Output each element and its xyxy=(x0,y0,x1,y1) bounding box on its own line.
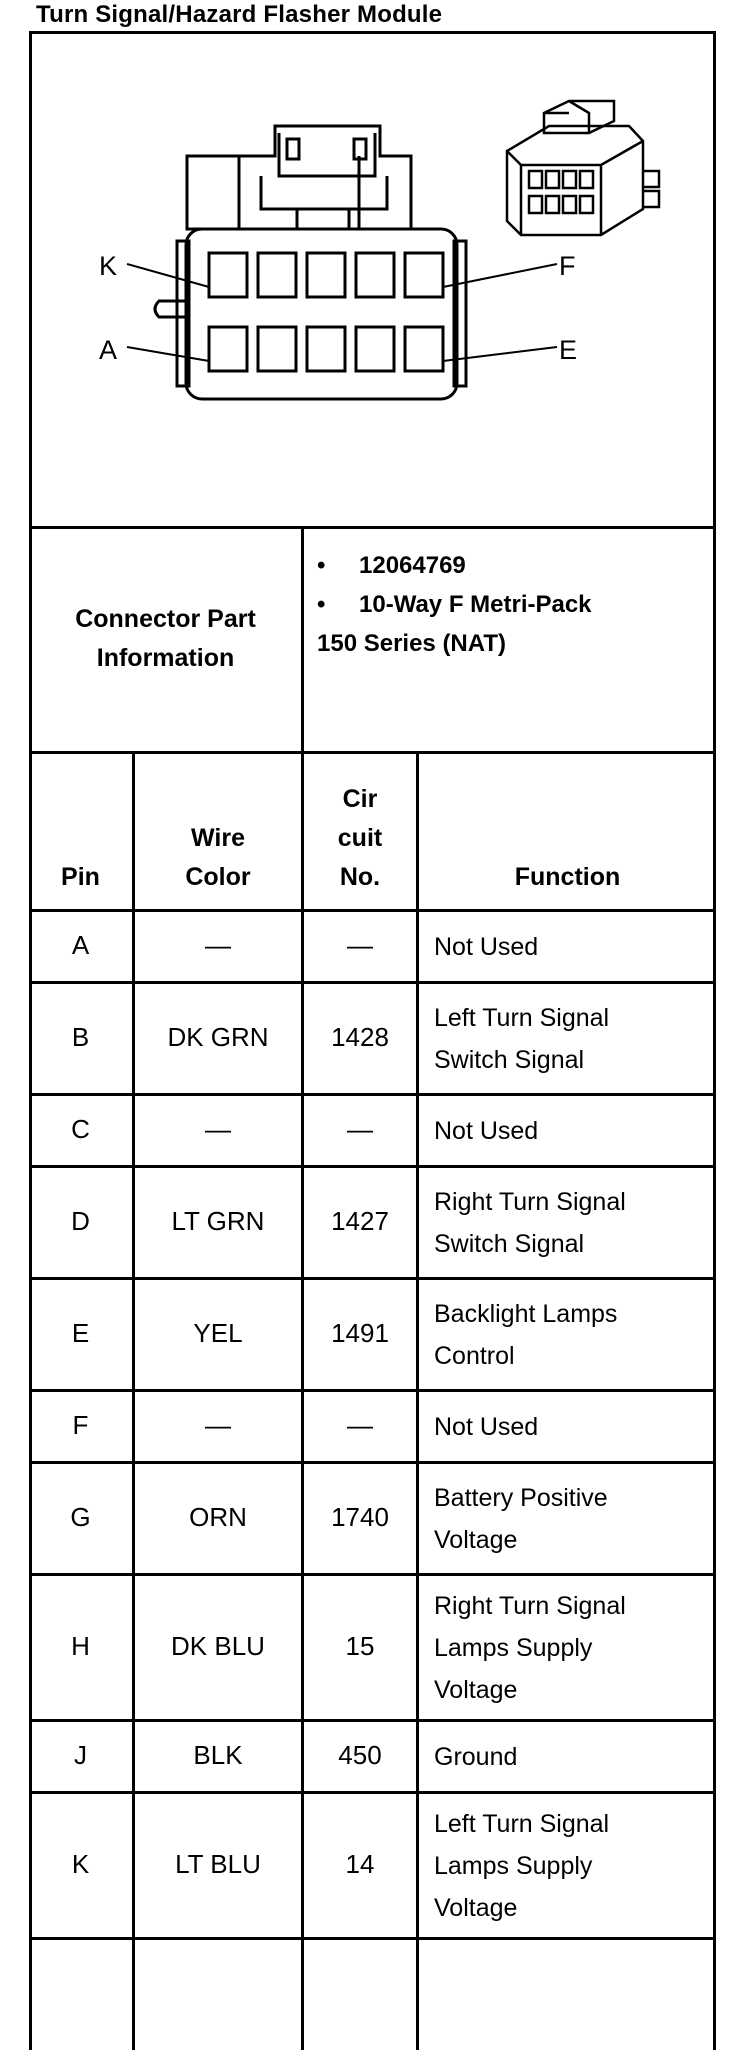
circuit-cell: — xyxy=(347,930,373,960)
function-cell xyxy=(434,1803,716,1929)
pin-cell: D xyxy=(71,1206,90,1236)
function-cell xyxy=(434,1110,716,1152)
connector-info-value xyxy=(317,546,707,663)
wire-color-cell: — xyxy=(205,1114,231,1144)
pin-label-k: K xyxy=(99,251,118,281)
part-number: 12064769 xyxy=(359,552,466,579)
function-cell xyxy=(434,1293,716,1377)
header-circuit-line1: Cir xyxy=(342,785,378,813)
pin-label-e: E xyxy=(559,335,578,365)
function-line: Backlight Lamps xyxy=(434,1300,618,1328)
divider xyxy=(301,526,304,2050)
divider xyxy=(29,1093,716,1096)
function-cell xyxy=(434,1406,716,1448)
function-line: Control xyxy=(434,1342,515,1370)
connector-info-label-line1: Connector Part xyxy=(75,604,256,633)
header-wire-line2: Color xyxy=(185,863,251,891)
connector-info-label-line2: Information xyxy=(96,643,235,672)
header-circuit-no xyxy=(304,780,416,897)
pin-cell: A xyxy=(71,930,90,960)
circuit-cell: 14 xyxy=(345,1849,375,1879)
pin-label-f: F xyxy=(559,251,576,281)
circuit-cell: — xyxy=(347,1114,373,1144)
function-cell xyxy=(434,997,716,1081)
function-line: Voltage xyxy=(434,1894,518,1922)
pin-cell: K xyxy=(71,1849,90,1879)
divider xyxy=(29,981,716,984)
function-line: Lamps Supply xyxy=(434,1852,593,1880)
function-line: Ground xyxy=(434,1743,518,1771)
circuit-cell: 15 xyxy=(345,1631,375,1661)
function-cell xyxy=(434,926,716,968)
divider xyxy=(29,1165,716,1168)
connector-description-line1: 10-Way F Metri-Pack xyxy=(359,591,592,618)
function-line: Voltage xyxy=(434,1676,518,1704)
pinout-table xyxy=(29,31,716,2050)
function-line: Right Turn Signal xyxy=(434,1592,626,1620)
pin-cell: C xyxy=(71,1114,90,1144)
pin-cell: F xyxy=(72,1410,89,1440)
header-wire-color xyxy=(135,819,301,897)
connector-info-label xyxy=(29,526,302,751)
function-line: Left Turn Signal xyxy=(434,1810,610,1838)
wire-color-cell: ORN xyxy=(189,1502,247,1532)
header-circuit-line3: No. xyxy=(339,863,381,891)
header-wire-line1: Wire xyxy=(191,824,245,852)
connector-iso-view xyxy=(507,101,659,235)
pin-cell: G xyxy=(70,1502,91,1532)
divider xyxy=(29,1461,716,1464)
divider xyxy=(132,751,135,2050)
circuit-cell: 1491 xyxy=(331,1318,389,1348)
function-line: Left Turn Signal xyxy=(434,1004,610,1032)
divider xyxy=(29,1573,716,1576)
function-line: Battery Positive xyxy=(434,1484,608,1512)
wire-color-cell: — xyxy=(205,1410,231,1440)
function-cell xyxy=(434,1181,716,1265)
bullet-icon: • xyxy=(317,552,326,579)
divider xyxy=(29,1791,716,1794)
wire-color-cell: BLK xyxy=(193,1740,243,1770)
divider xyxy=(29,909,716,912)
divider xyxy=(29,1937,716,1940)
function-cell xyxy=(434,1585,716,1711)
circuit-cell: 1428 xyxy=(331,1022,389,1052)
pin-cell: B xyxy=(71,1022,90,1052)
function-cell xyxy=(434,1477,716,1561)
wire-color-cell: DK BLU xyxy=(171,1631,265,1661)
divider xyxy=(29,1277,716,1280)
function-line: Switch Signal xyxy=(434,1046,585,1074)
header-pin: Pin xyxy=(61,863,100,891)
pin-label-a: A xyxy=(99,335,118,365)
header-function: Function xyxy=(514,863,621,891)
function-line: Not Used xyxy=(434,933,539,961)
circuit-cell: 1427 xyxy=(331,1206,389,1236)
function-line: Switch Signal xyxy=(434,1230,585,1258)
divider xyxy=(416,751,419,2050)
wire-color-cell: LT BLU xyxy=(175,1849,261,1879)
circuit-cell: 450 xyxy=(338,1740,382,1770)
wire-color-cell: DK GRN xyxy=(167,1022,269,1052)
bullet-icon: • xyxy=(317,591,326,618)
divider xyxy=(29,526,716,529)
function-line: Voltage xyxy=(434,1526,518,1554)
wire-color-cell: — xyxy=(205,930,231,960)
circuit-cell: 1740 xyxy=(331,1502,389,1532)
pin-cell: E xyxy=(71,1318,90,1348)
pin-cell: H xyxy=(71,1631,90,1661)
connector-diagram xyxy=(29,31,716,526)
connector-description-line2: 150 Series (NAT) xyxy=(317,630,506,657)
pin-cell: J xyxy=(74,1740,87,1770)
wire-color-cell: YEL xyxy=(193,1318,243,1348)
header-circuit-line2: cuit xyxy=(337,824,383,852)
divider xyxy=(29,1389,716,1392)
function-line: Not Used xyxy=(434,1413,539,1441)
function-cell xyxy=(434,1736,716,1778)
circuit-cell: — xyxy=(347,1410,373,1440)
connector-tab xyxy=(155,301,186,317)
function-line: Not Used xyxy=(434,1117,539,1145)
divider xyxy=(29,1719,716,1722)
function-line: Right Turn Signal xyxy=(434,1188,626,1216)
function-line: Lamps Supply xyxy=(434,1634,593,1662)
page-title: Turn Signal/Hazard Flasher Module xyxy=(36,1,443,28)
wire-color-cell: LT GRN xyxy=(171,1206,265,1236)
